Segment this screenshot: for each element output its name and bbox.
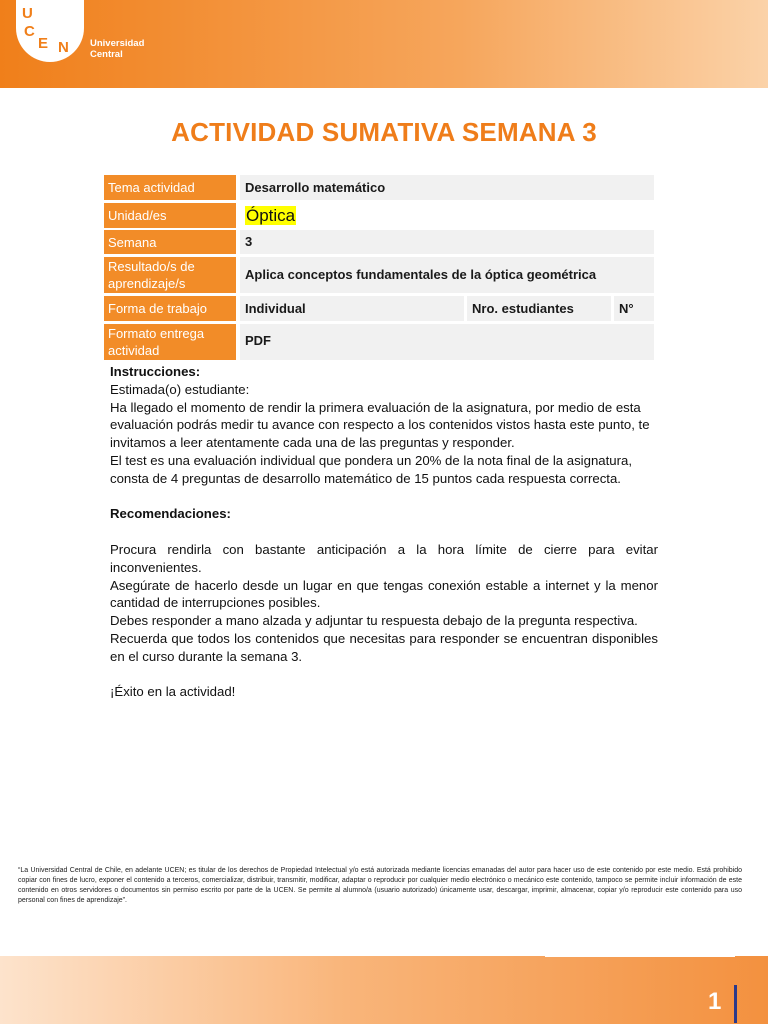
logo-letter-n: N <box>58 39 69 56</box>
page-number-bar <box>734 985 737 1023</box>
recommendations-heading: Recomendaciones: <box>110 506 231 522</box>
legal-notice: “La Universidad Central de Chile, en adelante UCEN; es titular de los derechos de Propiedad Intelectual y/o está autorizada mediante licencias emanadas del autor para hacer uso de este contenido por este medio. Está prohibido copiar con fines de lucro, exponer el contenido a terceros, comercializar, distribuir, transmitir, modificar, adaptar o reproducir por cualquier medio electrónico o mecánico este contenido, tampoco se permite incluir información de este contenido en otros servidores o documentos sin permiso escrito por parte de la UCEN. Se permite al alumno/a (usuario autorizado) únicamente usar, descargar, imprimir, almacenar, copiar y/o reproducir este contenido para uso personal con fines de aprendizaje”. <box>18 867 742 904</box>
logo-letter-e: E <box>38 35 49 52</box>
closing-message: ¡Éxito en la actividad! <box>110 684 236 700</box>
instructions-paragraph-1: Ha llegado el momento de rendir la primera evaluación de la asignatura, por medio de esta evaluación podrás medir tu avance con respecto a los contenidos vistos hasta este punto, te invitamos a leer atentamente cada una de las preguntas y responder. <box>110 399 650 451</box>
unidad-highlight: Óptica <box>246 206 296 225</box>
value-semana: 3 <box>240 230 654 254</box>
brand-line-1: Universidad <box>90 38 145 49</box>
label-semana: Semana <box>104 230 236 254</box>
label-tema: Tema actividad <box>104 175 236 200</box>
value-unidad <box>240 203 654 228</box>
brand-line-2: Central <box>90 49 123 60</box>
instructions-section <box>110 363 658 701</box>
recommendation-item: Recuerda que todos los contenidos que necesitas para responder se encuentran disponibles en el curso durante la semana 3. <box>110 630 658 664</box>
logo-letter-c: C <box>24 23 35 40</box>
instructions-paragraph-2: El test es una evaluación individual que pondera un 20% de la nota final de la asignatura, consta de 4 preguntas de desarrollo matemático de 15 puntos cada respuesta correcta. <box>110 452 633 486</box>
footer-divider <box>545 955 735 957</box>
value-resultado: Aplica conceptos fundamentales de la óptica geométrica <box>240 257 654 293</box>
recommendation-item: Asegúrate de hacerlo desde un lugar en que tengas conexión estable a internet y la menor cantidad de interrupciones posibles. <box>110 577 658 611</box>
value-forma: Individual <box>240 296 464 321</box>
label-formato: Formato entrega actividad <box>104 324 236 360</box>
brand-name <box>90 38 144 60</box>
footer-band <box>0 956 768 1024</box>
instructions-greeting: Estimada(o) estudiante: <box>110 381 250 397</box>
value-nro-estudiantes: N° <box>614 296 654 321</box>
label-nro-estudiantes: Nro. estudiantes <box>467 296 611 321</box>
page-number: 1 <box>708 988 722 1015</box>
recommendation-item: Debes responder a mano alzada y adjuntar tu respuesta debajo de la pregunta respectiva. <box>110 613 638 629</box>
recommendation-item: Procura rendirla con bastante anticipación a la hora límite de cierre para evitar inconvenientes. <box>110 541 658 575</box>
label-unidad: Unidad/es <box>104 203 236 228</box>
label-forma: Forma de trabajo <box>104 296 236 321</box>
label-resultado: Resultado/s de aprendizaje/s <box>104 257 236 293</box>
instructions-heading: Instrucciones: <box>110 364 201 379</box>
page-title: ACTIVIDAD SUMATIVA SEMANA 3 <box>171 117 597 147</box>
logo-letter-u: U <box>22 5 33 22</box>
value-tema: Desarrollo matemático <box>240 175 654 200</box>
value-formato: PDF <box>240 324 654 360</box>
